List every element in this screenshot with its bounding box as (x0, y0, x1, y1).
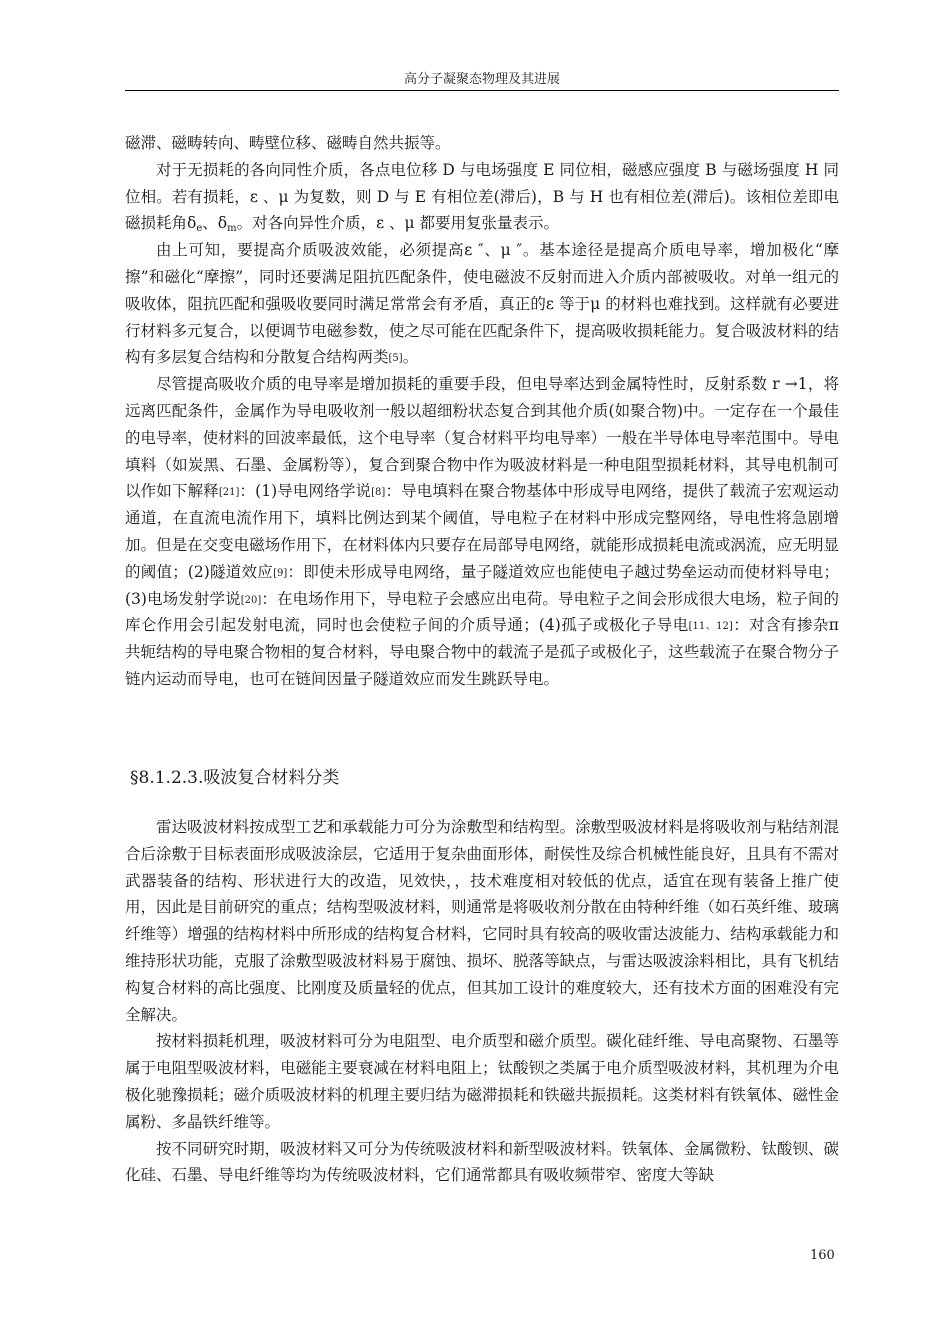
citation-ref: [21] (218, 487, 240, 499)
paragraph-text: ：即使未形成导电网络，量子隧道效应也能使电子越过势垒运动而使材料导电；(3)电场发射学说 (125, 562, 839, 608)
section-heading: §8.1.2.3.吸波复合材料分类 (130, 768, 340, 788)
paragraph-fragment: 磁滞、磁畴转向、畴壁位移、磁畴自然共振等。 (125, 134, 451, 152)
paragraph-research-period: 按不同研究时期，吸波材料又可分为传统吸波材料和新型吸波材料。铁氧体、金属微粉、钛酸钡、碳化硅、石墨、导电纤维等均为传统吸波材料，它们通常都具有吸收频带窄、密度大等缺 (125, 1139, 839, 1185)
body-text-upper (125, 130, 839, 693)
paragraph-radar-materials: 雷达吸波材料按成型工艺和承载能力可分为涂敷型和结构型。涂敷型吸波材料是将吸收剂与粘结剂混合后涂敷于目标表面形成吸波涂层，它适用于复杂曲面形体，耐侯性及综合机械性能良好，且具有不需对武器装备的结构、形状进行大的改造，见效快，，技术难度相对较低的优点，适宜在现有装备上推广使用，因此是目前研究的重点；结构型吸波材料，则通常是将吸收剂分散在由特种纤维（如石英纤维、玻璃纤维等）增强的结构材料中所形成的结构复合材料，它同时具有较高的吸收雷达波能力、结构承载能力和维持形状功能，克服了涂敷型吸波材料易于腐蚀、损坏、脱落等缺点，与雷达吸波涂料相比，具有飞机结构复合材料的高比强度、比刚度及质量轻的优点，但其加工设计的难度较大，还有技术方面的困难没有完全解决。 (125, 818, 839, 1024)
running-header: 高分子凝聚态物理及其进展 (403, 72, 560, 87)
citation-ref: [20] (240, 594, 262, 606)
body-text-lower (125, 814, 839, 1189)
citation-ref: [11、12] (688, 621, 733, 633)
paragraph-conductivity (125, 371, 839, 693)
page-number: 160 (810, 1248, 835, 1263)
paragraph-lossless-media (125, 157, 839, 237)
citation-ref: [5] (388, 353, 403, 365)
paragraph-loss-mechanism: 按材料损耗机理，吸波材料可分为电阻型、电介质型和磁介质型。碳化硅纤维、导电高聚物、石墨等属于电阻型吸波材料，电磁能主要衰减在材料电阻上；钛酸钡之类属于电介质型吸波材料，其机理为介电极化驰豫损耗；磁介质吸波材料的机理主要归结为磁滞损耗和铁磁共振损耗。这类材料有铁氧体、磁性金属粉、多晶铁纤维等。 (125, 1032, 839, 1131)
subscript-e: e (196, 223, 203, 235)
paragraph-text: 尽管提高吸收介质的电导率是增加损耗的重要手段，但电导率达到金属特性时，反射系数 r →1，将远离匹配条件，金属作为导电吸收剂一般以超细粉状态复合到其他介质(如聚合物)中。一定存在一个最佳的电导率，使材料的回波率最低，这个电导率（复合材料平均电导率）一般在半导体电导率范围中。导电填料（如炭黑、石墨、金属粉等），复合到聚合物中作为吸波材料是一种电阻型损耗材料，其导电机制可以作如下解释 (125, 375, 839, 501)
paragraph-improve-absorption (125, 237, 839, 371)
paragraph-text: 由上可知，要提高介质吸波效能，必须提高ε ″、μ ″。基本途径是提高介质电导率，增加极化“摩擦”和磁化“摩擦”，同时还要满足阻抗匹配条件，使电磁波不反射而进入介质内部被吸收。对单一组元的吸收体，阻抗匹配和强吸收要同时满足常常会有矛盾，真正的ε 等于μ 的材料也难找到。这样就有必要进行材料多元复合，以便调节电磁参数，使之尽可能在匹配条件下，提高吸收损耗能力。复合吸波材料的结构有多层复合结构和分散复合结构两类 (125, 241, 839, 367)
subscript-m: m (227, 223, 237, 235)
citation-ref: [8] (371, 487, 386, 499)
paragraph-text: 。 (402, 348, 419, 367)
paragraph-text: ：(1)导电网络学说 (239, 482, 372, 501)
paragraph-text: 。对各向异性介质，ε 、μ 都要用复张量表示。 (236, 214, 560, 233)
citation-ref: [9] (273, 567, 288, 579)
paragraph-text: 对于无损耗的各向同性介质，各点电位移 D 与电场强度 E 同位相，磁感应强度 B 与磁场强度 H 同位相。若有损耗，ε 、μ 为复数，则 D 与 E 有相位差(滞后)，B 与 H 也有相位差(滞后)。该相位差即电磁损耗角δ (125, 160, 839, 233)
header-rule (125, 90, 839, 91)
paragraph-text: ：对含有掺杂π 共轭结构的导电聚合物相的复合材料，导电聚合物中的载流子是孤子或极化子，这些载流子在聚合物分子链内运动而导电，也可在链间因量子隧道效应而发生跳跃导电。 (125, 616, 839, 688)
paragraph-text: ：在电场作用下，导电粒子会感应出电荷。导电粒子之间会形成很大电场，粒子间的库仑作用会引起发射电流，同时也会使粒子间的介质导通；(4)孤子或极化子导电 (125, 589, 839, 635)
separator-text: 、δ (202, 214, 228, 233)
paragraph-text: ：导电填料在聚合物基体中形成导电网络，提供了载流子宏观运动通道，在直流电流作用下，填料比例达到某个阈值，导电粒子在材料中形成完整网络，导电性将急剧增加。但是在交变电磁场作用下，在材料体内只要存在局部导电网络，就能形成损耗电流或涡流，应无明显的阈值；(2)隧道效应 (125, 482, 839, 581)
